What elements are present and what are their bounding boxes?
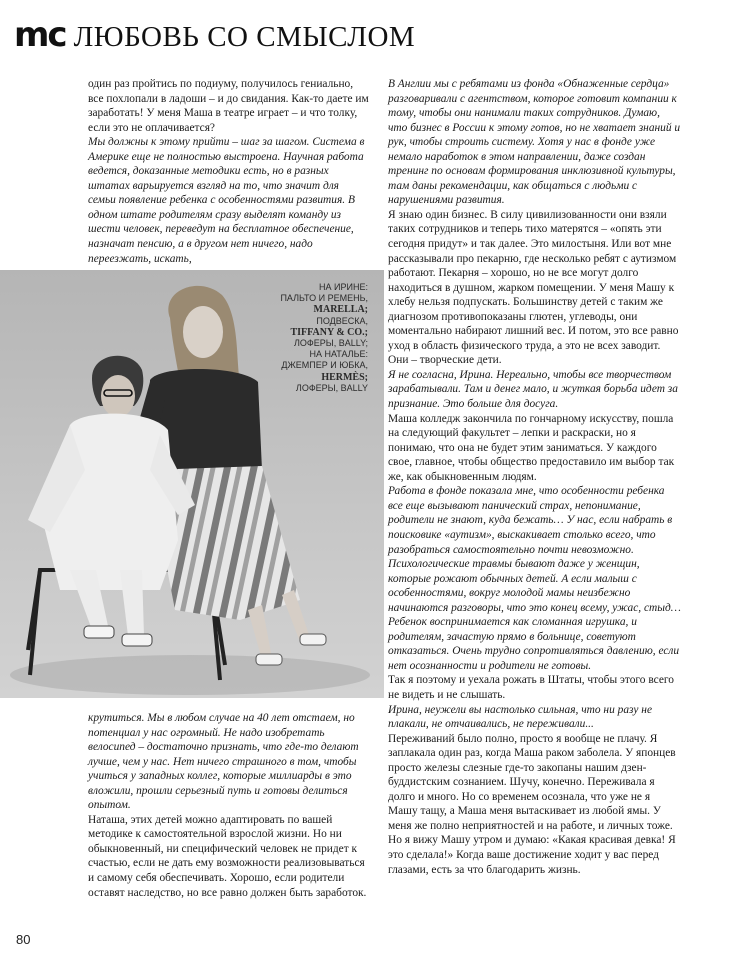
paragraph: В Англии мы с ребятами из фонда «Обнаженные сердца» разговаривали с агентством, которое готовит компании к тому, чтобы они нанимали таких сотрудников. Думаю, что бизнес в России к этому готов, но не хватает знаний и рук, чтобы строить систему. Хотя у нас в фонде уже немало наработок в этом направлении, даже создан тренинг по основам формирования инклюзивной культуры, там даны рекомендации, как общаться с людьми с нарушениями развития.	[388, 78, 681, 207]
paragraph: Я знаю один бизнес. В силу цивилизованности они взяли таких сотрудников и теперь тихо матерятся – «опять эти сегодня придут» и так далее. Это милостыня. Или вот мне рассказывали про пекарню, где несколько ребят с аутизмом работают. Пекарня – хорошо, но не все могут долго находиться в душном, жарком помещении. У меня Машу к хлебу нельзя подпускать. Большинству детей с таким же диагнозом противопоказаны глютен, углеводы, они моментально набирают лишний вес. И потом, это все равно уход в область физического труда, а это не всех заводит. Они – творческие дети.	[388, 208, 679, 367]
caption-line: ЛОФЕРЫ, BALLY	[295, 382, 368, 393]
caption-brand: HERMÈS;	[321, 371, 368, 383]
paragraph: Так я поэтому и уехала рожать в Штаты, чтобы этого всего не видеть и не слышать.	[388, 674, 674, 701]
paragraph: Маша колледж закончила по гончарному искусству, пошла на следующий факультет – лепки и раскраски, но я понимаю, что она не будет этим заниматься. У каждого свое, главное, чтобы общество предоставило им выбор так же, как обыкновенным людям.	[388, 412, 675, 483]
paragraph: Я не согласна, Ирина. Нереально, чтобы все творчеством зарабатывали. Там и денег мало, и жуткая борьба идет за признание. Это больше для досуга.	[388, 368, 678, 411]
rubric-title: ЛЮБОВЬ СО СМЫСЛОМ	[73, 21, 416, 53]
paragraph: один раз пройтись по подиуму, получилось гениально, все похлопали в ладоши – и до свидания. Как-то даете им заработать! У меня Маша в театре играет – и что толку, если это не оплачивается?	[88, 78, 369, 134]
caption-brand: TIFFANY & CO.;	[290, 326, 368, 338]
caption-line: ЛОФЕРЫ, BALLY;	[294, 338, 368, 349]
photo-caption	[250, 282, 368, 394]
paragraph: Переживаний было полно, просто я вообще не плачу. Я заплакала один раз, когда Маша раком заболела. У японцев просто железы слезные где-то закопаны нашим дзен-буддистским сознанием. Шучу, конечно. Переживала я долго и много. Но со временем осознала, что уже не я Машу тащу, а Маша меня вытаскивает из любой ямы. У меня же полно неприятностей и на работе, и личных тоже. Но я вижу Машу утром и думаю: «Какая красивая девка! Я это сделала!» Когда ваше достижение ходит у вас перед глазами, есть за что благодарить жизнь.	[388, 732, 676, 876]
caption-line: НА ИРИНЕ:	[319, 282, 368, 292]
paragraph: Ирина, неужели вы настолько сильная, что ни разу не плакали, не отчаивались, не переживали...	[388, 703, 652, 731]
caption-line: ПАЛЬТО И РЕМЕНЬ,	[280, 293, 368, 304]
paragraph: крутиться. Мы в любом случае на 40 лет отстаем, но потенциал у нас огромный. Не надо изобретать велосипед – достаточно признать, что где-то делают лучше, чем у нас. Нет ничего страшного в том, чтобы учиться у западных коллег, которые миллиарды в это вложили, прошли серьезный путь и готовы делиться опытом.	[88, 712, 359, 812]
column-left-bottom	[88, 711, 369, 900]
masthead	[14, 15, 416, 58]
caption-line: ДЖЕМПЕР И ЮБКА,	[281, 360, 368, 371]
caption-line: ПОДВЕСКА,	[316, 315, 368, 326]
paragraph: Мы должны к этому прийти – шаг за шагом. Система в Америке еще не полностью выстроена. Научная работа ведется, доказанные методики есть, но в разных штатах варьируется взгляд на то, что значит для семьи появление ребенка с особенностями развития. В одном штате родителям сразу выделят команду из шести человек, переведут на бесплатное обеспечение, назначат пенсию, а в другом нет ничего, надо переезжать, искать,	[88, 136, 365, 265]
page-number: 80	[16, 932, 31, 947]
paragraph: Работа в фонде показала мне, что особенности ребенка все еще вызывают панический страх, непонимание, родители не знают, куда бежать… У нас, если набрать в поисковике «аутизм», выскакивает столько всего, что разобраться самостоятельно почти невозможно. Психологические травмы бывают даже у женщин, которые рожают обычных детей. А если малыш с особенностями, вокруг молодой мамы неизбежно начинаются разговоры, что это конец всему, ужас, стыд… Ребенок воспринимается как сломанная игрушка, и родителям, зачастую прямо в больнице, советуют отказаться. Очень трудно сопротивляться давлению, если нет осознанности и родители не готовы.	[388, 485, 681, 672]
caption-line: НА НАТАЛЬЕ:	[309, 349, 368, 360]
magazine-logo: mc	[14, 15, 66, 55]
paragraph: Наташа, этих детей можно адаптировать по вашей методике к самостоятельной взрослой жизни. Но ни обыкновенный, ни специфический человек не придет к счастью, если не дать ему возможности реализовываться и самому себя обеспечивать. Хорошо, если родители оставят наследство, но все равно должен быть заработок.	[88, 813, 367, 899]
caption-brand: MARELLA;	[313, 304, 368, 316]
column-right	[388, 77, 682, 877]
column-left-top	[88, 77, 369, 266]
